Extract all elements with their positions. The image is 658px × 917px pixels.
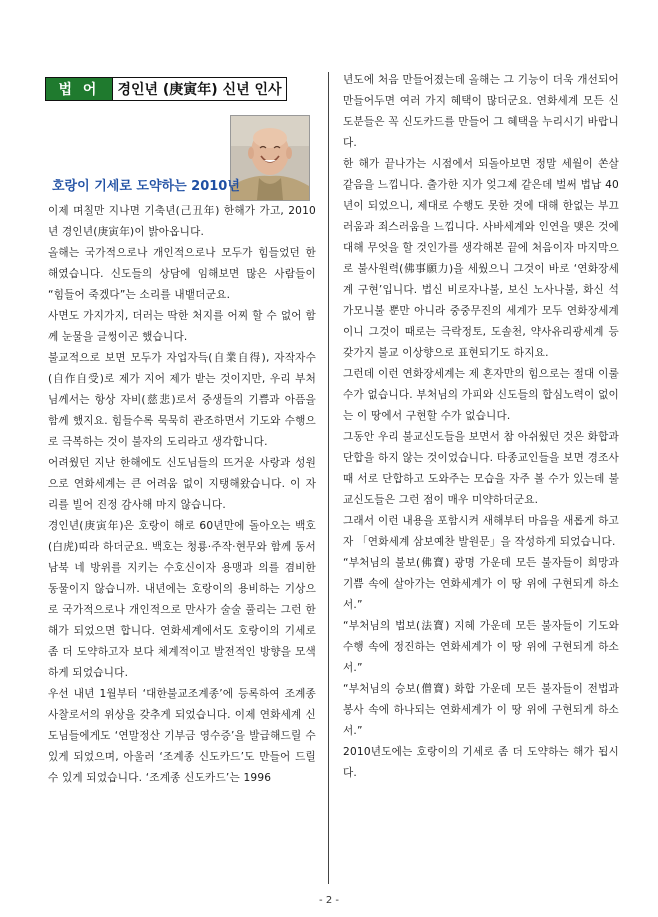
paragraph: 2010년도에는 호랑이의 기세로 좀 더 도약하는 해가 됩시다.	[343, 746, 619, 779]
column-divider	[328, 72, 329, 884]
paragraph: 한 해가 끝나가는 시점에서 되돌아보면 정말 세월이 쏜살 같음을 느낍니다. 출가한 지가 엊그제 같은데 벌써 법납 40년이 되었으니, 제대로 수행도 못한 것에 대해 한없는 부끄러움과 죄스러움을 느낍니다. 사바세계와 인연을 맺은 것에 대해 무엇을 할 것인가를 생각해본 끝에 처음이자 마지막으로 불사원력(佛事願力)을 세웠으니 그것이 바로 ‘연화장세계 구현’입니다. 법신 비로자나불, 보신 노사나불, 화신 석가모니불 뿐만 아니라 중중무진의 세계가 모두 연화장세계이니 그것이 때로는 극락정토, 도솔천, 약사유리광세계 등 갖가지 불교 이상향으로 표현되기도 하지요.	[343, 158, 619, 359]
paragraph: 불교적으로 보면 모두가 자업자득(自業自得), 자작자수(自作自受)로 제가 지어 제가 받는 것이지만, 우리 부처님께서는 항상 자비(慈悲)로서 중생들의 기쁨과 아픔을 함께 했지요. 힘들수록 묵묵히 관조하면서 기도와 수행으로 극복하는 것이 불자의 도리라고 생각합니다.	[48, 352, 316, 448]
paragraph: “부처님의 승보(僧寶) 화합 가운데 모든 불자들이 전법과 봉사 속에 하나되는 연화세계가 이 땅 위에 구현되게 하소서.”	[343, 683, 619, 737]
paragraph: “부처님의 불보(佛寶) 광명 가운데 모든 불자들이 희망과 기쁨 속에 살아가는 연화세계가 이 땅 위에 구현되게 하소서.”	[343, 557, 619, 611]
article-subtitle: 호랑이 기세로 도약하는 2010년	[52, 179, 240, 194]
paragraph: 사면도 가지가지, 더러는 딱한 처지를 어찌 할 수 없어 함께 눈물을 글썽이곤 했습니다.	[48, 310, 316, 343]
section-header	[45, 77, 287, 101]
article-title: 경인년 (庚寅年) 신년 인사	[112, 78, 286, 100]
monk-portrait-photo	[230, 115, 310, 201]
page-number: - 2 -	[319, 895, 339, 906]
paragraph: 그런데 이런 연화장세계는 제 혼자만의 힘으로는 절대 이룰 수가 없습니다. 부처님의 가피와 신도들의 합심노력이 없이는 이 땅에서 구현할 수가 없습니다.	[343, 368, 619, 422]
paragraph: 우선 내년 1월부터 ‘대한불교조계종’에 등록하여 조계종 사찰로서의 위상을 갖추게 되었습니다. 이제 연화세계 신도님들에게도 ‘연말정산 기부금 영수증’을 발급해드릴 수 있게 되었으며, 아울러 ‘조계종 신도카드’도 만들어 드릴 수 있게 되었습니다. ‘조계종 신도카드’는 1996	[48, 688, 316, 784]
paragraph: 올해는 국가적으로나 개인적으로나 모두가 힘들었던 한해였습니다. 신도들의 상담에 임해보면 많은 사람들이 “힘들어 죽겠다”는 소리를 내뱉더군요.	[48, 247, 316, 301]
paragraph: 그래서 이런 내용을 포함시켜 새해부터 마음을 새롭게 하고자 「연화세계 삼보예찬 발원문」을 작성하게 되었습니다.	[343, 515, 619, 548]
right-column	[343, 70, 619, 784]
paragraph: 년도에 처음 만들어졌는데 올해는 그 기능이 더욱 개선되어 만들어두면 여러 가지 혜택이 많더군요. 연화세계 모든 신도분들은 꼭 신도카드를 만들어 그 혜택을 누리시기 바랍니다.	[343, 74, 619, 149]
paragraph: 경인년(庚寅年)은 호랑이 해로 60년만에 돌아오는 백호(白虎)띠라 하더군요. 백호는 청룡·주작·현무와 함께 동서남북 네 방위를 지키는 수호신이자 용맹과 의를 겸비한 동물이지 않습니까. 내년에는 호랑이의 용비하는 기상으로 국가적으로나 개인적으로 만사가 술술 풀리는 그런 한해가 되었으면 합니다. 연화세계에서도 호랑이의 기세로 좀 더 도약하고자 보다 체계적이고 발전적인 방향을 모색하게 되었습니다.	[48, 520, 316, 679]
left-column	[48, 201, 316, 789]
paragraph: 그동안 우리 불교신도들을 보면서 참 아쉬웠던 것은 화합과 단합을 하지 않는 것이었습니다. 타종교인들을 보면 경조사 때 서로 단합하고 도와주는 모습을 자주 볼 수가 있는데 불교신도들은 그런 점이 매우 미약하더군요.	[343, 431, 619, 506]
paragraph: 이제 며칠만 지나면 기축년(己丑年) 한해가 가고, 2010년 경인년(庚寅年)이 밝아옵니다.	[48, 205, 316, 238]
section-tag: 법 어	[46, 78, 112, 100]
paragraph: 어려웠던 지난 한해에도 신도님들의 뜨거운 사랑과 성원으로 연화세계는 큰 어려움 없이 지탱해왔습니다. 이 자리를 빌어 진정 감사해 마지 않습니다.	[48, 457, 316, 511]
paragraph: “부처님의 법보(法寶) 지혜 가운데 모든 불자들이 기도와 수행 속에 정진하는 연화세계가 이 땅 위에 구현되게 하소서.”	[343, 620, 619, 674]
